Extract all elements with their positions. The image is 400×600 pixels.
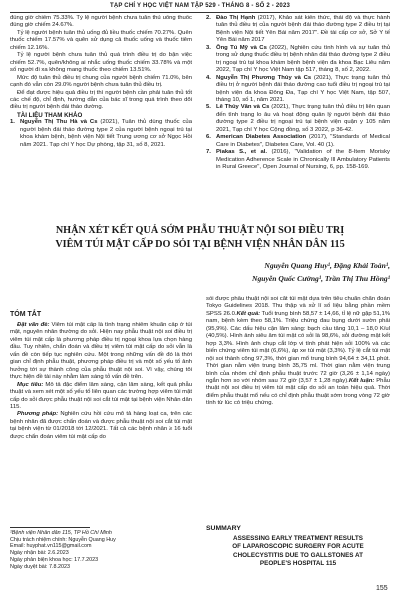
body-paragraph: Để đạt được hiệu quả điều trị thì người bệnh cần phải tuân thủ tốt các chế độ, chỉ định, hướng dẫn của bác sĩ trong quá trình theo dõi điều trị người bệnh đái tháo đường. (10, 89, 192, 111)
body-paragraph: đúng giờ chiếm 75.33%. Tỷ lệ người bệnh chưa tuân thủ uống thuốc đúng giờ chiếm 24.67%. (10, 15, 192, 29)
reference-number: 6. (206, 134, 211, 141)
footnote-affiliation: ¹Bệnh viện Nhân dân 115, TP Hồ Chí Minh (10, 530, 112, 536)
footnote-rule (10, 527, 90, 528)
page-number: 155 (376, 585, 388, 592)
summary-title-line: ASSESSING EARLY TREATMENT RESULTS (233, 535, 363, 542)
reference-author: Nguyễn Thị Thu Hà và Cs (20, 119, 98, 126)
references-heading: TÀI LIỆU THAM KHẢO (17, 111, 83, 119)
author-line: Nguyễn Quang Huy¹, Đặng Khải Toàn¹, (264, 261, 390, 270)
reference-item (206, 149, 390, 171)
article-title (10, 224, 390, 251)
abstract-text: Tuổi trung bình 58,57 ± 14,66, tỉ lệ nữ gặp 51,1% nam, bệnh kèm theo 58,1%. Triệu chứng đau bụng dưới sườn phải (95,9%). Các dấu hiệu cận lâm sàng: bạch cầu tăng 10,1 – 18,0 K/ul (40,5%). Hình ảnh siêu âm túi mật có sỏi là 98,6%, sỏi đường mật kết hợp 3,3%. Hình ảnh chụp cắt lớp vi tính phát hiện sỏi 100% và các biến chứng viêm túi mật (6,6%), áp xe túi mật (3,3%). Tỷ lệ cắt túi mật nội soi thành công 97,3%, thời gian mổ trung bình 94,64 ± 34,11 phút. Thời gian nằm viện trung bình 35,75 ml. Thời gian nằm viện trung bình của nhóm chỉ định phẫu thuật trước 72 giờ (3,26 ± 1,14 ngày) ngắn hơn so với nhóm sau 72 giờ (3,57 ± 1,28 ngày). (206, 310, 390, 384)
footnote (10, 530, 190, 570)
abstract-paragraph (10, 382, 192, 412)
abstract-text: Phẫu thuật nội soi điều trị viêm túi mật cấp do sỏi an toàn hiệu quả. Thời điểm phẫu thuật mổ nếu có chỉ định phẫu thuật sớm trong vòng 72 giờ tính từ lúc có triệu chứng. (206, 377, 390, 407)
abstract-label: Kết luận: (348, 377, 375, 384)
abstract-label: Kết quả: (236, 310, 261, 317)
reference-list (10, 119, 192, 149)
reference-number: 3. (206, 44, 211, 51)
reference-text: (2021), Thực trạng tuân thủ điều trị ở người bệnh đái tháo đường cao tuổi điều trị ngoại trú tại bệnh viện đa khoa Đông Đa, Tạp chí Y học Việt Nam, tập 507, tháng 10, số 1, năm 2021. (216, 74, 390, 103)
reference-text: (2017), "Standards of Medical Care in Diabetes", Diabetes Care, Vol. 40 (1). (216, 134, 390, 148)
previous-article-left-column (10, 15, 192, 219)
abstract-paragraph (10, 322, 192, 382)
reference-author: Piakas S., et al. (216, 149, 268, 156)
reference-item (206, 75, 390, 105)
header-rule (10, 12, 390, 13)
reference-number: 2. (206, 15, 211, 21)
abstract-paragraph (206, 296, 390, 408)
abstract-label: Phương pháp: (17, 411, 59, 418)
summary-title-line: CHOLECYSTITIS DUE TO GALLSTONES AT (233, 551, 363, 559)
abstract-right-column (206, 296, 390, 520)
reference-text: (2016), "Validation of the 8-Item Morisky Medication Adherence Scale in Chronically Ill Ambulatory Patients in Rural Greece", Open Journal of Nursing, 6, pp. 158-169. (216, 149, 390, 171)
reference-number: 1. (10, 119, 15, 126)
article-title-line: VIÊM TÚI MẬT CẤP DO SỎI TẠI BỆNH VIỆN NHÂN DÂN 115 (55, 238, 345, 250)
abstract-text: Mô tả đặc điểm lâm sàng, cận lâm sàng, kết quả phẫu thuật và xem xét một số yếu tố liên quan các trường hợp viêm túi mật cấp do sỏi được phẫu thuật nội soi cắt túi mật tại bệnh viện Nhân dân 115. (10, 381, 192, 410)
reference-author: Lê Thủy Vân và Cs (216, 104, 270, 111)
summary-heading: SUMMARY (206, 525, 241, 532)
reference-text: (2021), Tuân thủ dùng thuốc của người bệnh đái tháo đường type 2 của người bệnh ngoại trú tại khoa khám bệnh, bệnh viện Nội tiết Trung ương cơ sở Ngọc Hồi năm 2021. Tạp chí Y học Dự phòng, tập 31, số 8, 2021. (20, 119, 192, 148)
reference-author: American Diabetes Association (216, 134, 307, 141)
footnote-email[interactable]: Email: huyphat.vn115@gmail.com (10, 543, 92, 550)
reference-text: (2022), Nghiên cứu tình hình và sự tuân thủ trong sử dụng thuốc điều trị bệnh nhân đái tháo đường type 2 điều trị ngoại trú tại khoa khám bệnh bệnh viện đa khoa Bạc Liêu năm 2022, Tạp chí Y học Việt Nam tập 517, tháng 8, số 2, 2022. (216, 44, 390, 74)
abstract-label: Đặt vấn đề: (17, 322, 50, 328)
reference-item (206, 15, 390, 45)
reference-item (206, 104, 390, 134)
reference-number: 7. (206, 149, 211, 156)
summary-title-line: PEOPLE'S HOSPITAL 115 (259, 560, 337, 568)
article-title-line: NHẬN XÉT KẾT QUẢ SỚM PHẪU THUẬT NỘI SOI ĐIỀU TRỊ (55, 225, 345, 236)
journal-header: TẠP CHÍ Y HỌC VIỆT NAM TẬP 529 - THÁNG 8 - SỐ 2 - 2023 (109, 3, 291, 9)
body-paragraph: Mức độ tuân thủ điều trị chung của người bệnh chiếm 71.0%, bên cạnh đó vẫn còn 29.0% người bệnh chưa tuân thủ điều trị. (10, 74, 192, 89)
author-line: Nguyễn Quốc Cường¹, Trần Thị Thu Hồng¹ (251, 274, 390, 283)
footnote-line: Chịu trách nhiệm chính: Nguyễn Quang Huy (10, 536, 116, 543)
abstract-text: Viêm túi mật cấp là tình trạng nhiễm khuẩn cấp ở túi mật, nguyên nhân thường do sỏi. Hiện nay phẫu thuật nội soi điều trị viêm túi mật cấp là phương pháp điều trị ngoại khoa lựa chọn hàng đầu. Tuy nhiên, chẩn đoán và điều trị viêm túi mật cấp do sỏi vẫn là vấn đề còn tiếp tục nghiên cứu. Một trong những vấn đề đó là thời gian chỉ định phẫu thuật, phương pháp điều trị và một số yếu tố ảnh hưởng tới sự thành công của phẫu thuật nội soi. Vì vậy, chúng tôi thực hiện đề tài này nhằm làm sáng tỏ vấn đề trên. (10, 322, 192, 381)
reference-author: Ông Tú Mỹ và Cs (216, 44, 267, 51)
reference-number: 5. (206, 104, 211, 111)
abstract-heading: TÓM TẮT (10, 311, 42, 318)
reference-item (206, 134, 390, 149)
reference-list (206, 15, 390, 172)
summary-title (206, 535, 390, 569)
reference-author: Nguyễn Thị Phương Thủy và Cs (216, 74, 312, 81)
abstract-paragraph (10, 411, 192, 441)
reference-author: Đào Thị Hạnh (216, 15, 256, 21)
summary-title-line: OF LAPAROSCOPIC SURGERY FOR ACUTE (232, 543, 364, 551)
reference-item (10, 119, 192, 149)
previous-article-right-column (206, 15, 390, 219)
footnote-line: Ngày phản biện khoa học: 17.7.2023 (10, 556, 99, 563)
body-paragraph: Tỷ lệ người bệnh tuân thủ uống đủ liều thuốc chiếm 70.27%. Quên thuốc chiếm 17.57% và quên sử dụng cả thuốc uống và thuốc tiêm chiếm 12.16%. (10, 29, 192, 51)
abstract-text: sỏi được phẫu thuật nội soi cắt túi mật dựa trên tiêu chuẩn chẩn đoán Tokyo Guidelines 2018. Thu thập và xử lí số liệu bằng phần mềm SPSS 26.0. (206, 296, 390, 317)
abstract-left-column (10, 322, 192, 522)
footnote-line: Ngày nhận bài: 2.6.2023 (10, 550, 69, 557)
abstract-text: Nghiên cứu hồi cứu mô tả hàng loạt ca, trên các bệnh nhân đã được chẩn đoán và được phẫu thuật nội soi cắt túi mật tại bệnh viện từ 01/2018 tới 12/2021. Tất cả các bệnh nhân ≥ 16 tuổi được chẩn đoán viêm túi mật cấp do (10, 411, 192, 440)
reference-text: (2017), Khảo sát kiến thức, thái độ và thực hành tuân thủ điều trị của người bệnh đái tháo đường type 2 điều trị tại Bệnh viện Nội tiết Yên Bái năm 2017". Đề tài cấp cơ sở, Sở Y tế Yên Bái năm 2017 (216, 15, 390, 44)
footnote-line: Ngày duyệt bài: 7.8.2023 (10, 563, 70, 570)
reference-text: (2021), Thực trạng tuân thủ điều trị liên quan đến tình trạng lo âu và hoạt động quản lý người bệnh đái tháo đường type 2 điều trị ngoại trú tại bệnh viện quận y 105 năm 2021, Tạp chí Y học Cộng đồng, số 3 2022, p 36-42. (216, 104, 390, 133)
reference-number: 4. (206, 74, 211, 81)
body-paragraph: Tỷ lệ người bệnh chưa tuân thủ quá trình điều trị do bận việc chiếm 52.7%, quên/không ai nhắc uống thuốc chiếm 33.78% và một số người đi xa không mang thuốc theo chiếm 13.51%. (10, 52, 192, 74)
reference-item (206, 45, 390, 75)
abstract-label: Mục tiêu: (17, 381, 44, 388)
